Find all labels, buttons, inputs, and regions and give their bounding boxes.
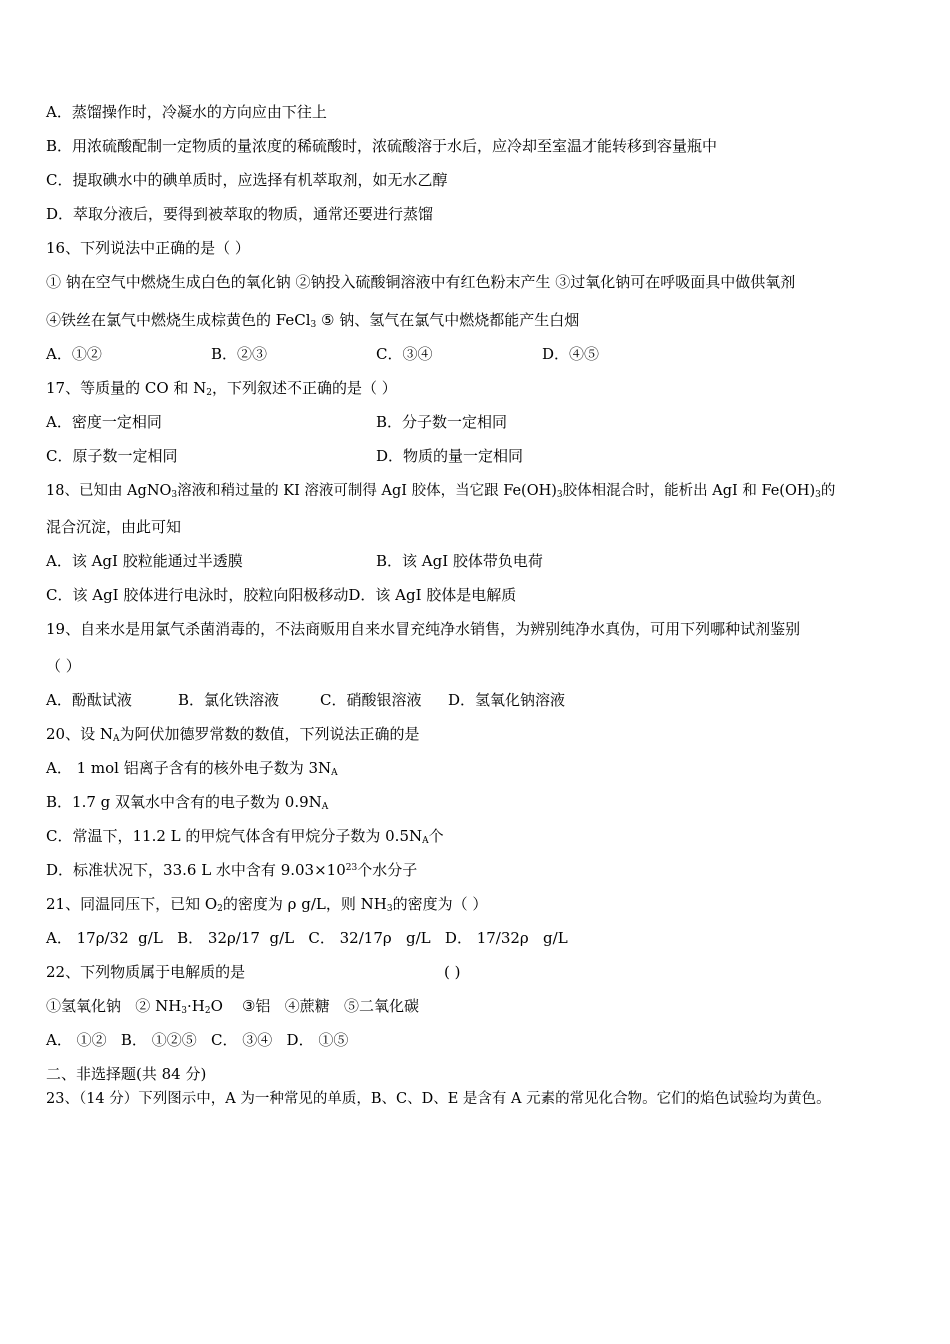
q18-option-a: A．该 AgI 胶粒能通过半透膜: [46, 552, 243, 570]
q23-stem: 23、（14 分）下列图示中，A 为一种常见的单质，B、C、D、E 是含有 A 元素的常见化合物。它们的焰色试验均为黄色。: [46, 1091, 831, 1107]
q22-stem-row: [46, 962, 906, 982]
q19-stem: 19、自来水是用氯气杀菌消毒的，不法商贩用自来水冒充纯净水销售，为辨别纯净水真伪，可用下列哪种试剂鉴别: [46, 620, 801, 638]
q19-options: [46, 690, 906, 710]
q16-option-d: D．④⑤: [542, 345, 600, 363]
q21-stem: 21、同温同压下，已知 $O_2$的密度为 ρ g/L，则 $NH_3$的密度为（ ）: [46, 895, 488, 914]
q21-options: A． 17ρ/32 g/L B． 32ρ/17 g/L C． 32/17ρ g/L D． 17/32ρ g/L: [46, 929, 568, 947]
q22-options: A． ①② B． ①②⑤ C． ③④ D． ①⑤: [46, 1031, 349, 1049]
q18-option-d: D．该 AgI 胶体是电解质: [348, 586, 517, 604]
q17-stem: 17、等质量的 CO 和 $N_2$，下列叙述不正确的是（ ）: [46, 379, 397, 398]
q17-option-b: B．分子数一定相同: [376, 413, 508, 431]
q17-option-a: A．密度一定相同: [46, 413, 162, 431]
q20-option-c: C．常温下，11.2 L 的甲烷气体含有甲烷分子数为 $0.5N_A$个: [46, 827, 444, 846]
q17-options-row2: [46, 446, 906, 466]
q16-stem: 16、下列说法中正确的是（ ）: [46, 239, 250, 257]
q22-answer-paren: ( ): [444, 963, 461, 981]
q18-option-b: B．该 AgI 胶体带负电荷: [376, 552, 543, 570]
q17-option-c: C．原子数一定相同: [46, 447, 178, 465]
q18-stem-line2: 混合沉淀，由此可知: [46, 518, 182, 536]
q16-statements-line1: ① 钠在空气中燃烧生成白色的氧化钠 ②钠投入硫酸铜溶液中有红色粉末产生 ③过氧化钠可在呼吸面具中做供氧剂: [46, 273, 796, 291]
q19-option-b: B．氯化铁溶液: [178, 691, 280, 709]
q17-option-d: D．物质的量一定相同: [376, 447, 524, 465]
q16-option-b: B．②③: [211, 345, 268, 363]
q16-options: [46, 344, 906, 364]
q17-options-row1: [46, 412, 906, 432]
q18-options-row1: [46, 551, 906, 571]
q15-option-d: D．萃取分液后，要得到被萃取的物质，通常还要进行蒸馏: [46, 205, 434, 223]
q19-option-c: C．硝酸银溶液: [320, 691, 422, 709]
q15-option-a: A．蒸馏操作时，冷凝水的方向应由下往上: [46, 103, 327, 121]
q20-option-d: D．标准状况下，33.6 L 水中含有 $9.03\times 10^{23}$个水分子: [46, 861, 418, 879]
q19-answer-paren: （ ）: [46, 657, 81, 675]
q18-option-c: C．该 AgI 胶体进行电泳时，胶粒向阳极移动: [46, 586, 349, 604]
q22-stem: 22、下列物质属于电解质的是: [46, 963, 246, 981]
q16-option-c: C．③④: [376, 345, 433, 363]
q20-option-b: B．1.7 g 双氧水中含有的电子数为 $0.9N_A$: [46, 793, 329, 812]
q15-option-c: C．提取碘水中的碘单质时，应选择有机萃取剂，如无水乙醇: [46, 171, 448, 189]
q20-option-a: A． 1 mol 铝离子含有的核外电子数为 $3N_A$: [46, 759, 338, 778]
q22-items: ①氢氧化钠 ② $NH_3\cdot H_2O$ ③铝 ④蔗糖 ⑤二氧化碳: [46, 997, 420, 1016]
q19-option-a: A．酚酞试液: [46, 691, 132, 709]
q18-options-row2: [46, 585, 516, 605]
q20-stem: 20、设 $N_A$为阿伏加德罗常数的数值，下列说法正确的是: [46, 725, 420, 744]
q16-statements-line2: ④铁丝在氯气中燃烧生成棕黄色的 FeCl$_3$ ⑤ 钠、氢气在氯气中燃烧都能产生白烟: [46, 311, 580, 330]
q16-option-a: A．①②: [46, 345, 102, 363]
section-2-title: 二、非选择题(共 84 分): [46, 1065, 207, 1083]
q15-option-b: B．用浓硫酸配制一定物质的量浓度的稀硫酸时，浓硫酸溶于水后，应冷却至室温才能转移到容量瓶中: [46, 137, 718, 155]
q18-stem-line1: 18、已知由 AgNO$_3$溶液和稍过量的 KI 溶液可制得 AgI 胶体，当它跟 $Fe(OH)_3$胶体相混合时，能析出 AgI 和 $Fe(OH)_3$的: [46, 483, 836, 500]
q19-option-d: D．氢氧化钠溶液: [448, 691, 566, 709]
